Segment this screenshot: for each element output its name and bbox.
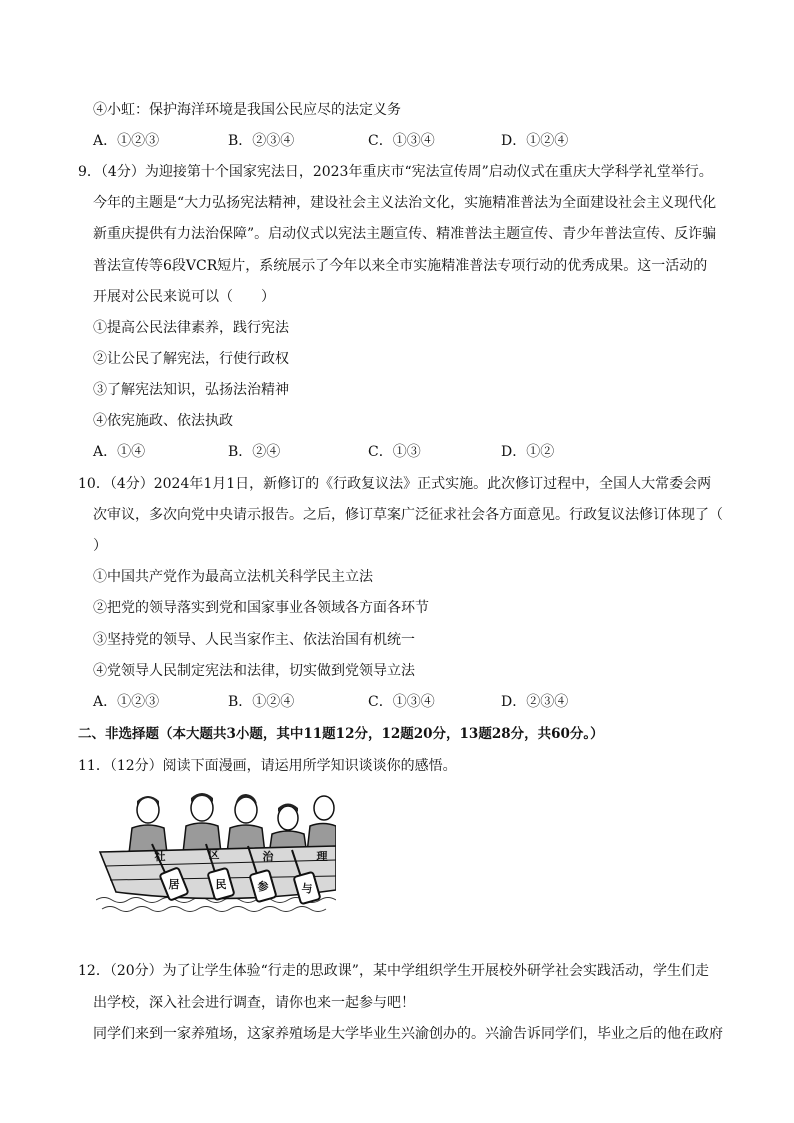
q8-option-d: D．①②④ xyxy=(501,133,569,149)
q8-option-c: C．①③④ xyxy=(368,133,435,149)
q9-item-4: ④依宪施政、依法执政 xyxy=(93,413,233,429)
q9-stem-line-4: 普法宣传等6段VCR短片，系统展示了今年以来全市实施精准普法专项行动的优秀成果。这一活动的 xyxy=(93,258,708,274)
q9-item-2: ②让公民了解宪法，行使行政权 xyxy=(93,351,289,367)
q9-stem-line-2: 今年的主题是“大力弘扬宪法精神，建设社会主义法治文化，实施精准普法为全面建设社会主义现代化 xyxy=(93,195,717,211)
q10-stem-line-2: 次审议，多次向党中央请示报告。之后，修订草案广泛征求社会各方面意见。行政复议法修订体现了（ xyxy=(93,507,723,523)
q9-item-3: ③了解宪法知识，弘扬法治精神 xyxy=(93,382,289,398)
q8-option-b: B．②③④ xyxy=(228,133,295,149)
q12-stem-line-2: 出学校，深入社会进行调查，请你也来一起参与吧！ xyxy=(93,995,415,1011)
q10-item-3: ③坚持党的领导、人民当家作主、依法治国有机统一 xyxy=(93,632,415,648)
q11-stem: 11．（12分）阅读下面漫画，请运用所学知识谈谈你的感悟。 xyxy=(78,758,457,774)
boat-char-4: 理 xyxy=(316,850,328,863)
q10-option-c: C．①③④ xyxy=(368,694,435,710)
q9-option-d: D．①② xyxy=(501,444,555,460)
q10-option-d: D．②③④ xyxy=(501,694,569,710)
boat-char-2: 区 xyxy=(208,848,220,861)
q10-item-4: ④党领导人民制定宪法和法律，切实做到党领导立法 xyxy=(93,663,415,679)
q9-options xyxy=(93,442,713,462)
boat-char-3: 治 xyxy=(262,850,274,863)
q8-item-4: ④小虹：保护海洋环境是我国公民应尽的法定义务 xyxy=(93,102,401,118)
rower-heads xyxy=(137,795,334,830)
rowing-cartoon xyxy=(96,788,336,918)
q10-options xyxy=(93,692,713,712)
q10-item-1: ①中国共产党作为最高立法机关科学民主立法 xyxy=(93,569,373,585)
q9-stem-line-5: 开展对公民来说可以（ ） xyxy=(93,289,275,305)
q12-stem-line-1: 12．（20分）为了让学生体验“行走的思政课”，某中学组织学生开展校外研学社会实践活动，学生们走 xyxy=(78,963,709,979)
oar-char-2: 民 xyxy=(215,878,227,891)
q9-stem-line-1: 9．（4分）为迎接第十个国家宪法日，2023年重庆市“宪法宣传周”启动仪式在重庆大学科学礼堂举行。 xyxy=(78,164,713,180)
q10-item-2: ②把党的领导落实到党和国家事业各领域各方面各环节 xyxy=(93,600,429,616)
q10-option-b: B．①②④ xyxy=(228,694,295,710)
q9-option-c: C．①③ xyxy=(368,444,421,460)
q8-option-a: A．①②③ xyxy=(93,133,160,149)
section-heading: 二、非选择题（本大题共3小题，其中11题12分，12题20分，13题28分，共60分。） xyxy=(78,726,604,742)
oar-char-3: 参 xyxy=(257,880,269,893)
q10-stem-line-1: 10．（4分）2024年1月1日，新修订的《行政复议法》正式实施。此次修订过程中，全国人大常委会两 xyxy=(78,476,712,492)
oar-char-4: 与 xyxy=(301,882,313,895)
rower-hair xyxy=(137,793,298,812)
oar-char-1: 居 xyxy=(168,878,180,891)
q9-stem-line-3: 新重庆提供有力法治保障”。启动仪式以宪法主题宣传、精准普法主题宣传、青少年普法宣传、反诈骗 xyxy=(93,226,717,242)
q10-stem-line-3: ） xyxy=(93,538,107,554)
q9-option-a: A．①④ xyxy=(93,444,146,460)
q9-item-1: ①提高公民法律素养，践行宪法 xyxy=(93,320,289,336)
q9-option-b: B．②④ xyxy=(228,444,281,460)
q12-stem-line-3: 同学们来到一家养殖场，这家养殖场是大学毕业生兴渝创办的。兴渝告诉同学们，毕业之后的他在政府 xyxy=(93,1026,723,1042)
boat-char-1: 社 xyxy=(154,850,166,863)
q8-options xyxy=(93,131,713,151)
q10-option-a: A．①②③ xyxy=(93,694,160,710)
